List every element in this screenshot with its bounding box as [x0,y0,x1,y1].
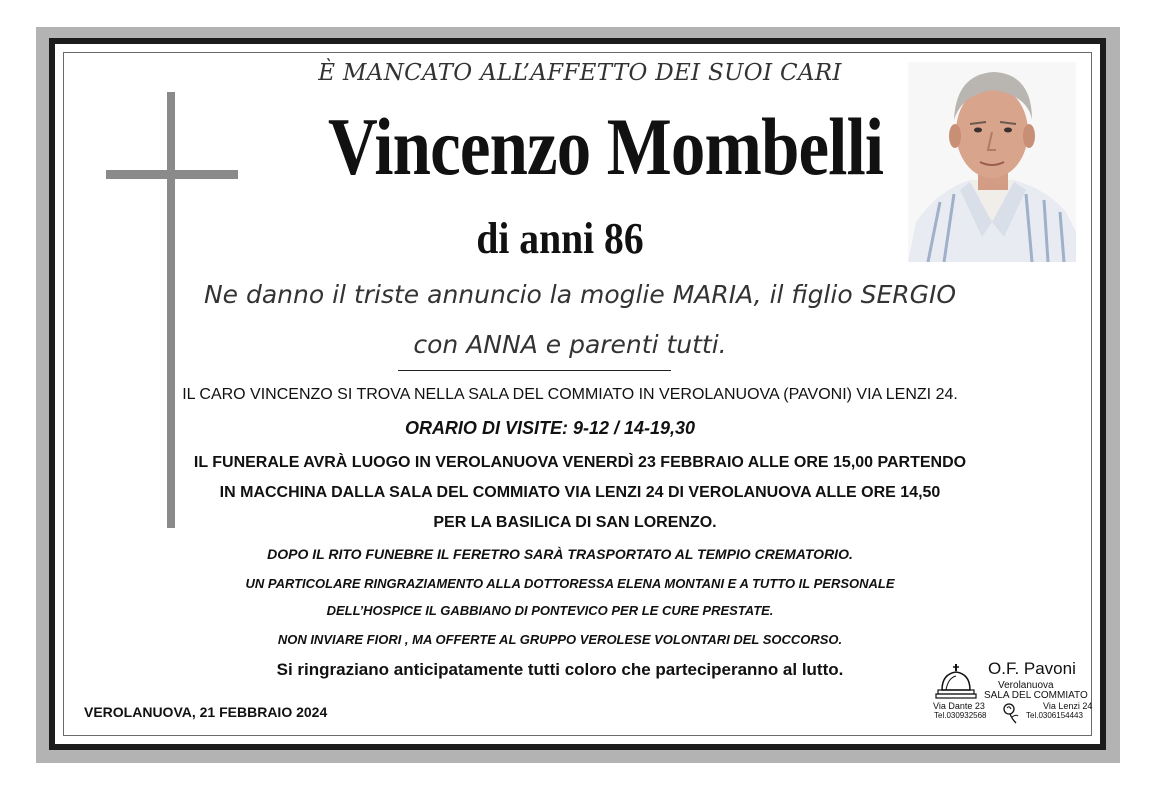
deceased-photo [908,62,1076,262]
final-thanks: Si ringraziano anticipatamente tutti coloro che parteciperanno al lutto. [276,660,844,679]
deceased-age: di anni 86 [476,214,644,263]
funeral-home-hall: SALA DEL COMMIATO [984,690,1088,701]
portrait-image [908,62,1076,262]
notice-header: È MANCATO ALL’AFFETTO DEI SUOI CARI [318,60,842,86]
funeral-line-2: IN MACCHINA DALLA SALA DEL COMMIATO VIA LENZI 24 DI VEROLANUOVA ALLE ORE 14,50 [219,484,941,501]
announcement-line-1: Ne danno il triste annuncio la moglie MARIA, il figlio SERGIO [203,280,957,309]
place-date: VEROLANUOVA, 21 FEBBRAIO 2024 [84,704,328,720]
thanks-line-2: DELL’HOSPICE IL GABBIANO DI PONTEVICO PER LE CURE PRESTATE. [326,603,774,618]
funeral-home-phone-2: Tel.0306154443 [1026,711,1083,720]
cross-horizontal-bar [106,170,238,179]
rose-icon [1000,702,1022,724]
funeral-line-1: IL FUNERALE AVRÀ LUOGO IN VEROLANUOVA VENERDÌ 23 FEBBRAIO ALLE ORE 15,00 PARTENDO [193,454,967,471]
thanks-line-1: UN PARTICOLARE RINGRAZIAMENTO ALLA DOTTORESSA ELENA MONTANI E A TUTTO IL PERSONALE [245,576,895,591]
cremation-text: DOPO IL RITO FUNEBRE IL FERETRO SARÀ TRASPORTATO AL TEMPIO CREMATORIO. [267,546,853,562]
deceased-name: Vincenzo Mombelli [328,101,884,192]
visiting-hours: ORARIO DI VISITE: 9-12 / 14-19,30 [404,418,696,438]
funeral-home-address-1: Via Dante 23 [933,701,985,711]
funeral-home-name: O.F. Pavoni [988,659,1076,678]
location-text: IL CARO VINCENZO SI TROVA NELLA SALA DEL COMMIATO IN VEROLANUOVA (PAVONI) VIA LENZI 24. [182,386,958,403]
funeral-line-3: PER LA BASILICA DI SAN LORENZO. [433,514,717,531]
funeral-home-address-2: Via Lenzi 24 [1043,701,1093,711]
announcement-line-2: con ANNA e parenti tutti. [413,330,727,359]
no-flowers-text: NON INVIARE FIORI , MA OFFERTE AL GRUPPO VEROLESE VOLONTARI DEL SOCCORSO. [277,632,843,647]
funeral-home-city: Verolanuova [998,680,1054,691]
church-dome-icon [934,662,980,702]
funeral-home-logo [930,658,1095,726]
funeral-home-phone-1: Tel.030932568 [934,711,987,720]
divider [398,370,671,371]
